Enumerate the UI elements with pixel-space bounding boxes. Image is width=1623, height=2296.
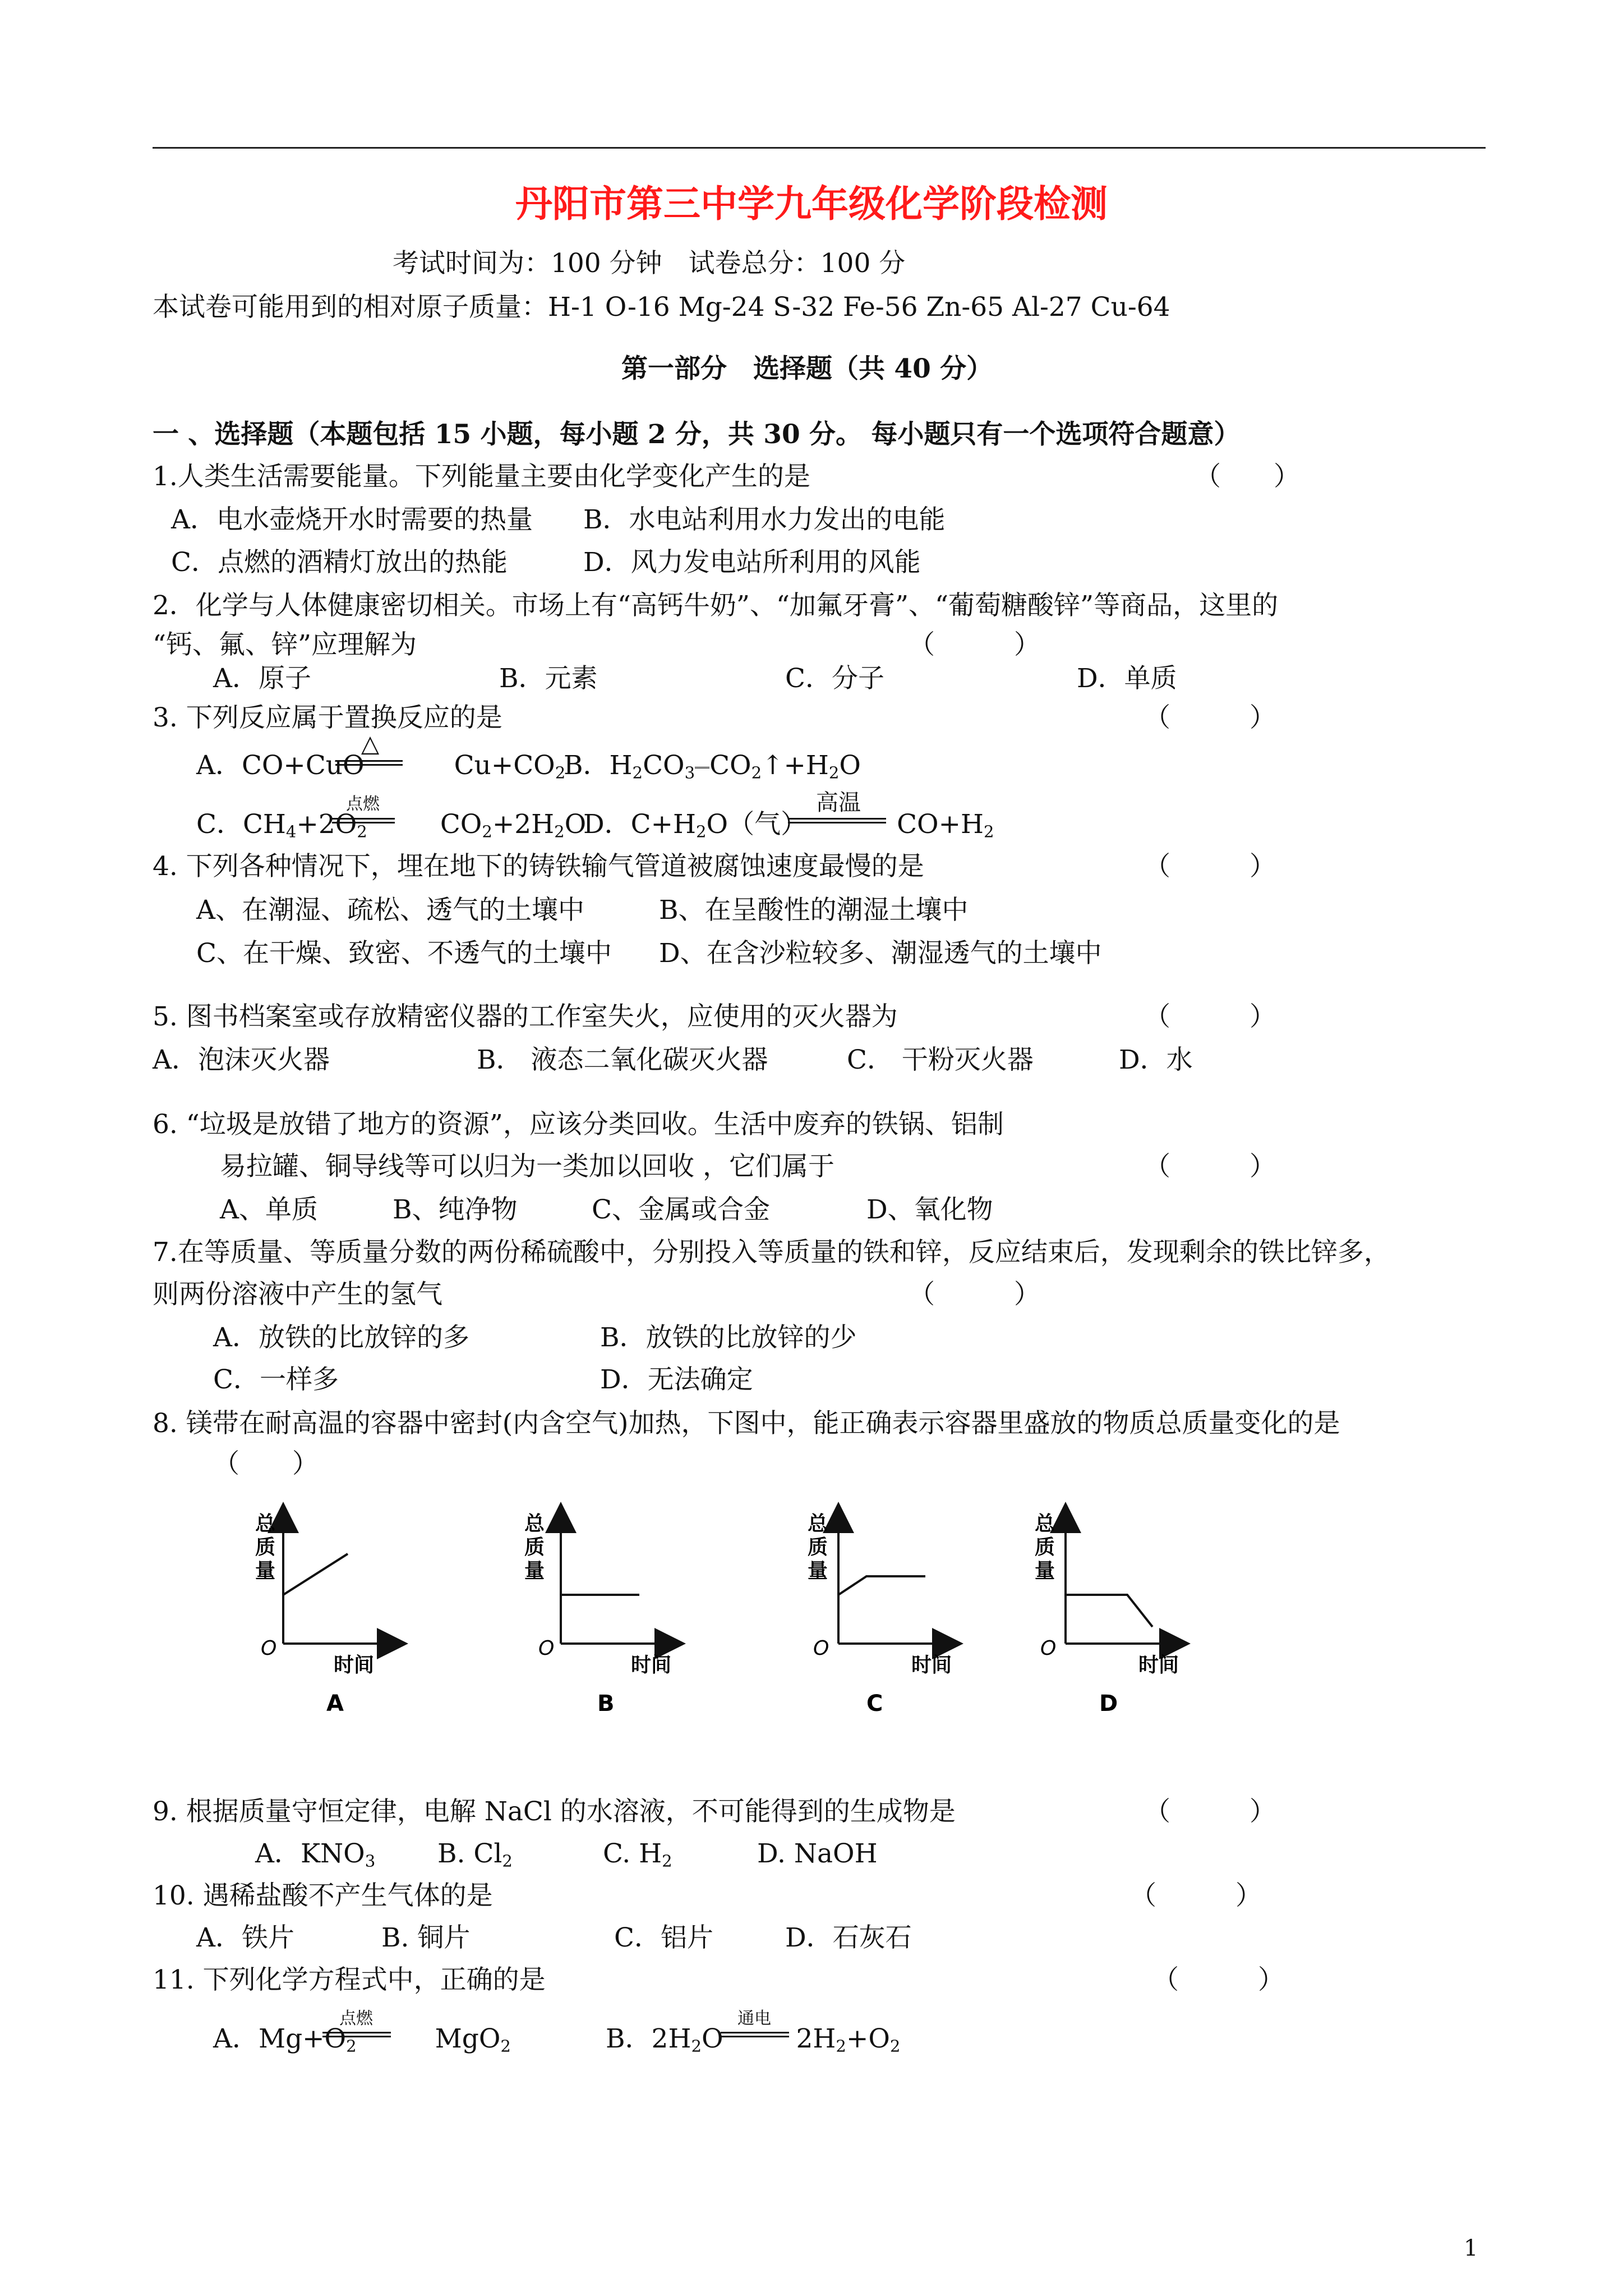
option-b: B． 液态二氧化碳灭火器 xyxy=(477,1045,768,1075)
question-stem: 2．化学与人体健康密切相关。市场上有“高钙牛奶”、“加氟牙膏”、“葡萄糖酸锌”等商品，这里的 xyxy=(153,590,1279,621)
question-stem-cont: 则两份溶液中产生的氢气 xyxy=(153,1279,442,1310)
question-stem: 5. 图书档案室或存放精密仪器的工作室失火，应使用的灭火器为 xyxy=(153,1001,898,1032)
origin-label: O xyxy=(261,1637,277,1660)
option-c: C．$CH_4+2O_2$ $CO_2+2H_2O$ xyxy=(196,809,587,841)
graph-label: A xyxy=(326,1691,344,1717)
option-a: A．铁片 xyxy=(196,1922,294,1953)
answer-bracket: （ ） xyxy=(909,629,1040,660)
option-d: D．无法确定 xyxy=(600,1364,753,1395)
graph-d xyxy=(1035,1512,1179,1717)
y-axis-label: 质 xyxy=(808,1536,828,1559)
y-axis-label: 总 xyxy=(808,1512,828,1535)
high-temp-condition: 高温 xyxy=(816,790,861,816)
option-c: C．点燃的酒精灯放出的热能 xyxy=(171,547,508,578)
option-b: B. 铜片 xyxy=(381,1922,471,1953)
option-b: B．水电站利用水力发出的电能 xyxy=(583,504,946,535)
option-a: A．原子 xyxy=(213,663,311,694)
page-title: 丹阳市第三中学九年级化学阶段检测 xyxy=(515,182,1108,226)
graph-label: C xyxy=(866,1691,883,1717)
equals-sign xyxy=(322,2032,391,2037)
equals-sign xyxy=(721,2032,789,2037)
question-stem: 6. “垃圾是放错了地方的资源”，应该分类回收。生活中废弃的铁锅、铝制 xyxy=(153,1109,1004,1140)
graph-b xyxy=(524,1512,671,1717)
question-stem-cont: “钙、氟、锌”应理解为 xyxy=(153,629,417,660)
y-axis-label: 总 xyxy=(524,1512,545,1535)
y-axis-label: 量 xyxy=(808,1559,828,1582)
option-d: D．$C+H_2O$（气） $CO+H_2$ xyxy=(583,809,994,841)
x-axis-label: 时间 xyxy=(911,1654,952,1677)
x-axis-label: 时间 xyxy=(334,1654,375,1677)
x-axis-label: 时间 xyxy=(1138,1654,1179,1677)
y-axis-label: 量 xyxy=(255,1559,276,1582)
x-axis-label: 时间 xyxy=(631,1654,672,1677)
option-d: D．石灰石 xyxy=(785,1922,912,1953)
y-axis-label: 量 xyxy=(524,1559,545,1582)
option-b: B．$H_2CO_3$ $CO_2↑+H_2O$ xyxy=(564,750,861,783)
option-c: C、金属或合金 xyxy=(592,1194,770,1225)
question-stem: 8. 镁带在耐高温的容器中密封(内含空气)加热，下图中，能正确表示容器里盛放的物质总质量变化的是 xyxy=(153,1408,1340,1439)
y-axis-label: 量 xyxy=(1035,1559,1055,1582)
option-d: D、氧化物 xyxy=(866,1194,993,1225)
option-b: B．$2H_2O$ $2H_2+O_2$ xyxy=(606,2023,901,2056)
option-d: D．水 xyxy=(1119,1045,1193,1075)
question-stem: 1.人类生活需要能量。下列能量主要由化学变化产生的是 xyxy=(153,461,810,492)
question-stem: 11. 下列化学方程式中，正确的是 xyxy=(153,1964,546,1995)
answer-bracket: （ ） xyxy=(1152,1964,1284,1995)
mass-line xyxy=(838,1576,925,1595)
option-b: B．元素 xyxy=(499,663,598,694)
answer-bracket: （ ） xyxy=(1195,461,1300,492)
question-stem: 7.在等质量、等质量分数的两份稀硫酸中，分别投入等质量的铁和锌，反应结束后，发现剩余的铁比锌多， xyxy=(153,1237,1390,1268)
question-stem: 3. 下列反应属于置换反应的是 xyxy=(153,702,502,733)
graph-c xyxy=(808,1512,952,1717)
origin-label: O xyxy=(538,1637,555,1660)
option-d: D．单质 xyxy=(1077,663,1177,694)
section-heading: 一 、选择题（本题包括 15 小题，每小题 2 分，共 30 分。 每小题只有一个选项符合题意） xyxy=(153,419,1241,450)
exam-info: 考试时间为：100 分钟 试卷总分：100 分 xyxy=(393,248,906,279)
atomic-masses: 本试卷可能用到的相对原子质量：H-1 O-16 Mg-24 S-32 Fe-56 Zn-65 Al-27 Cu-64 xyxy=(153,292,1170,323)
option-b: B. $Cl_2$ xyxy=(437,1838,513,1871)
option-c: C、在干燥、致密、不透气的土壤中 xyxy=(196,938,612,969)
option-c: C．分子 xyxy=(785,663,884,694)
heat-condition: △ xyxy=(361,730,380,757)
y-axis-label: 质 xyxy=(524,1536,545,1559)
electrolysis-condition: 通电 xyxy=(737,2009,771,2028)
mass-line xyxy=(1066,1595,1152,1627)
option-a: A．$KNO_3$ xyxy=(255,1838,376,1871)
option-a: A、单质 xyxy=(220,1194,318,1225)
ignite-condition: 点燃 xyxy=(346,794,380,814)
y-axis-label: 总 xyxy=(255,1512,276,1535)
answer-bracket: （ ） xyxy=(909,1279,1040,1310)
answer-bracket: （ ） xyxy=(1144,1796,1276,1827)
y-axis-label: 质 xyxy=(1035,1536,1055,1559)
option-c: C． 干粉灭火器 xyxy=(847,1045,1034,1075)
option-a: A．电水壶烧开水时需要的热量 xyxy=(171,504,533,535)
question-stem: 9. 根据质量守恒定律，电解 NaCl 的水溶液，不可能得到的生成物是 xyxy=(153,1796,956,1827)
page-number: 1 xyxy=(1464,2235,1478,2261)
part-heading: 第一部分 选择题（共 40 分） xyxy=(621,353,993,384)
option-c: C．铝片 xyxy=(614,1922,713,1953)
graph-a xyxy=(255,1512,393,1717)
answer-bracket: （ ） xyxy=(1144,702,1276,733)
origin-label: O xyxy=(813,1637,829,1660)
option-d: D．风力发电站所利用的风能 xyxy=(583,547,921,578)
ignite-condition: 点燃 xyxy=(339,2009,373,2028)
option-c: C．一样多 xyxy=(213,1364,339,1395)
question-stem: 10. 遇稀盐酸不产生气体的是 xyxy=(153,1880,493,1911)
option-d: D. NaOH xyxy=(757,1838,878,1869)
origin-label: O xyxy=(1040,1637,1057,1660)
answer-bracket: （ ） xyxy=(1144,1001,1276,1032)
y-axis-label: 质 xyxy=(255,1536,276,1559)
y-axis-label: 总 xyxy=(1035,1512,1055,1535)
option-a: A．$Mg+O_2$ MgO$_2$ xyxy=(213,2023,511,2056)
option-a: A、在潮湿、疏松、透气的土壤中 xyxy=(196,895,584,926)
answer-bracket: （ ） xyxy=(213,1448,319,1479)
option-a: A．放铁的比放锌的多 xyxy=(213,1322,469,1353)
graph-label: B xyxy=(597,1691,615,1717)
option-b: B、在呈酸性的潮湿土壤中 xyxy=(659,895,969,926)
graph-label: D xyxy=(1099,1691,1118,1717)
answer-bracket: （ ） xyxy=(1130,1880,1262,1911)
question-stem: 4. 下列各种情况下，埋在地下的铸铁输气管道被腐蚀速度最慢的是 xyxy=(153,851,924,882)
mass-line xyxy=(283,1554,348,1595)
option-b: B、纯净物 xyxy=(393,1194,518,1225)
option-b: B．放铁的比放锌的少 xyxy=(600,1322,857,1353)
answer-bracket: （ ） xyxy=(1144,851,1276,882)
option-a: A．CO+CuO $Cu+CO_2$ xyxy=(196,750,566,783)
option-a: A．泡沫灭火器 xyxy=(153,1045,330,1075)
answer-bracket: （ ） xyxy=(1144,1151,1276,1182)
question-stem-cont: 易拉罐、铜导线等可以归为一类加以回收 ，它们属于 xyxy=(220,1151,834,1182)
option-d: D、在含沙粒较多、潮湿透气的土壤中 xyxy=(659,938,1102,969)
option-c: C. $H_2$ xyxy=(603,1838,672,1871)
